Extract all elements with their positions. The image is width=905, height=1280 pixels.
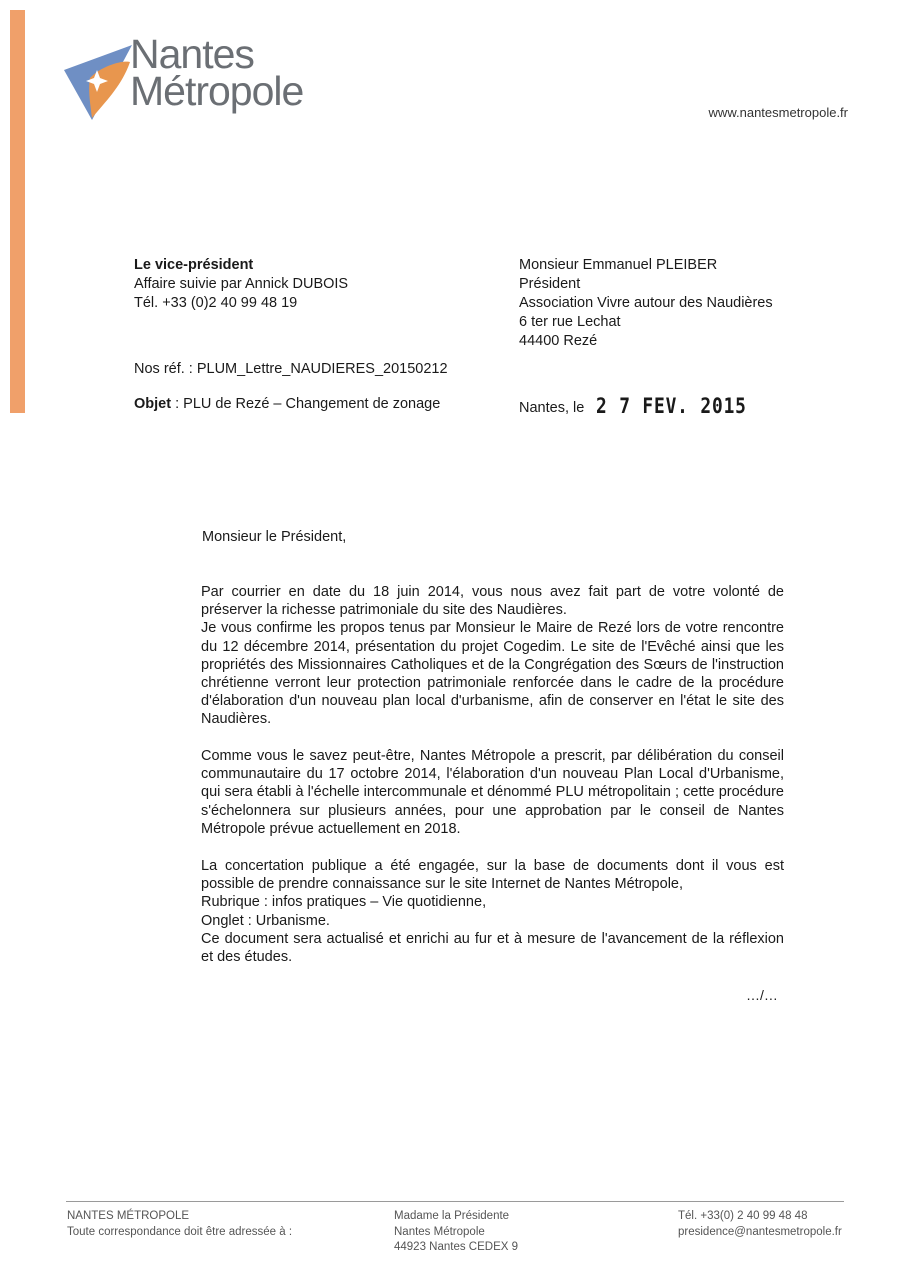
footer-phone: Tél. +33(0) 2 40 99 48 48: [678, 1210, 808, 1222]
date-place: Nantes, le: [519, 400, 585, 416]
paragraph-3-line-3: Onglet : Urbanisme.: [201, 912, 330, 929]
recipient-organization: Association Vivre autour des Naudières: [519, 295, 773, 311]
letter-paragraph-1: [201, 583, 784, 729]
subject-line: [134, 396, 440, 412]
recipient-address: [519, 256, 773, 351]
footer-address-line-2: Nantes Métropole: [394, 1225, 485, 1238]
sender-followed-by: Affaire suivie par Annick DUBOIS: [134, 276, 349, 292]
paragraph-3-line-1: La concertation publique a été engagée, sur la base de documents dont il vous est possible de prendre connaissance sur le site Internet de Nantes Métropole,: [201, 858, 784, 893]
footer-organization: [67, 1209, 292, 1240]
recipient-name: Monsieur Emmanuel PLEIBER: [519, 257, 718, 273]
sender-phone: Tél. +33 (0)2 40 99 48 19: [134, 295, 298, 311]
paragraph-1-line-1: Par courrier en date du 18 juin 2014, vous nous avez fait part de votre volonté de préserver la richesse patrimoniale du site des Naudières.: [201, 584, 784, 619]
subject-text: : PLU de Rezé – Changement de zonage: [171, 396, 441, 412]
date-line: [519, 393, 774, 417]
paragraph-1-line-2: Je vous confirme les propos tenus par Monsieur le Maire de Rezé lors de votre rencontre du 12 décembre 2014, présentation du projet Cogedim. Le site de l'Evêché ainsi que les propriétés des Missionnaires Catholiques et de la Congrégation des Sœurs de l'instruction chrétienne verront leur protection patrimoniale renforcée dans le cadre de la procédure d'élaboration d'un nouveau plan local d'urbanisme, afin de conserver en l'état le site des Naudières.: [201, 620, 784, 728]
footer-address-line-1: Madame la Présidente: [394, 1210, 510, 1222]
logo-line-1: Nantes: [130, 31, 254, 77]
subject-label: Objet: [134, 396, 172, 412]
footer-contact: [678, 1209, 842, 1240]
footer-org-name: NANTES MÉTROPOLE: [67, 1210, 190, 1222]
footer-correspondence-note: Toute correspondance doit être adressée à :: [67, 1225, 293, 1238]
continues-marker: …/…: [746, 987, 778, 1003]
letter-paragraph-3: [201, 857, 784, 966]
orange-margin-bar: [10, 10, 25, 413]
reference-line: Nos réf. : PLUM_Lettre_NAUDIERES_20150212: [134, 361, 448, 377]
letter-paragraph-2: Comme vous le savez peut-être, Nantes Métropole a prescrit, par délibération du conseil communautaire du 17 octobre 2014, l'élaboration d'un nouveau Plan Local d'Urbanisme, qui sera établi à l'échelle intercommunale et dénommé PLU métropolitain ; cette procédure s'échelonnera sur plusieurs années, pour une approbation par le conseil de Nantes Métropole prévue actuellement en 2018.: [201, 748, 784, 837]
date-stamp: 2 7 FEV. 2015: [596, 394, 748, 418]
logo-wordmark: [130, 31, 304, 114]
footer-address-line-3: 44923 Nantes CEDEX 9: [394, 1241, 519, 1253]
recipient-city: 44400 Rezé: [519, 333, 598, 349]
footer-address: [394, 1209, 518, 1256]
website-link[interactable]: www.nantesmetropole.fr: [708, 105, 848, 120]
sender-block: [134, 256, 348, 313]
nantes-metropole-logo: [62, 31, 332, 130]
recipient-street: 6 ter rue Lechat: [519, 314, 621, 330]
recipient-role: Président: [519, 276, 581, 292]
logo-line-2: Métropole: [130, 68, 304, 114]
paragraph-3-line-4: Ce document sera actualisé et enrichi au fur et à mesure de l'avancement de la réflexion et des études.: [201, 930, 784, 966]
sender-title: Le vice-président: [134, 257, 254, 273]
paragraph-3-line-2: Rubrique : infos pratiques – Vie quotidienne,: [201, 894, 487, 911]
letter-greeting: Monsieur le Président,: [202, 529, 347, 545]
footer-divider: [66, 1201, 844, 1202]
footer-email[interactable]: presidence@nantesmetropole.fr: [678, 1225, 842, 1238]
